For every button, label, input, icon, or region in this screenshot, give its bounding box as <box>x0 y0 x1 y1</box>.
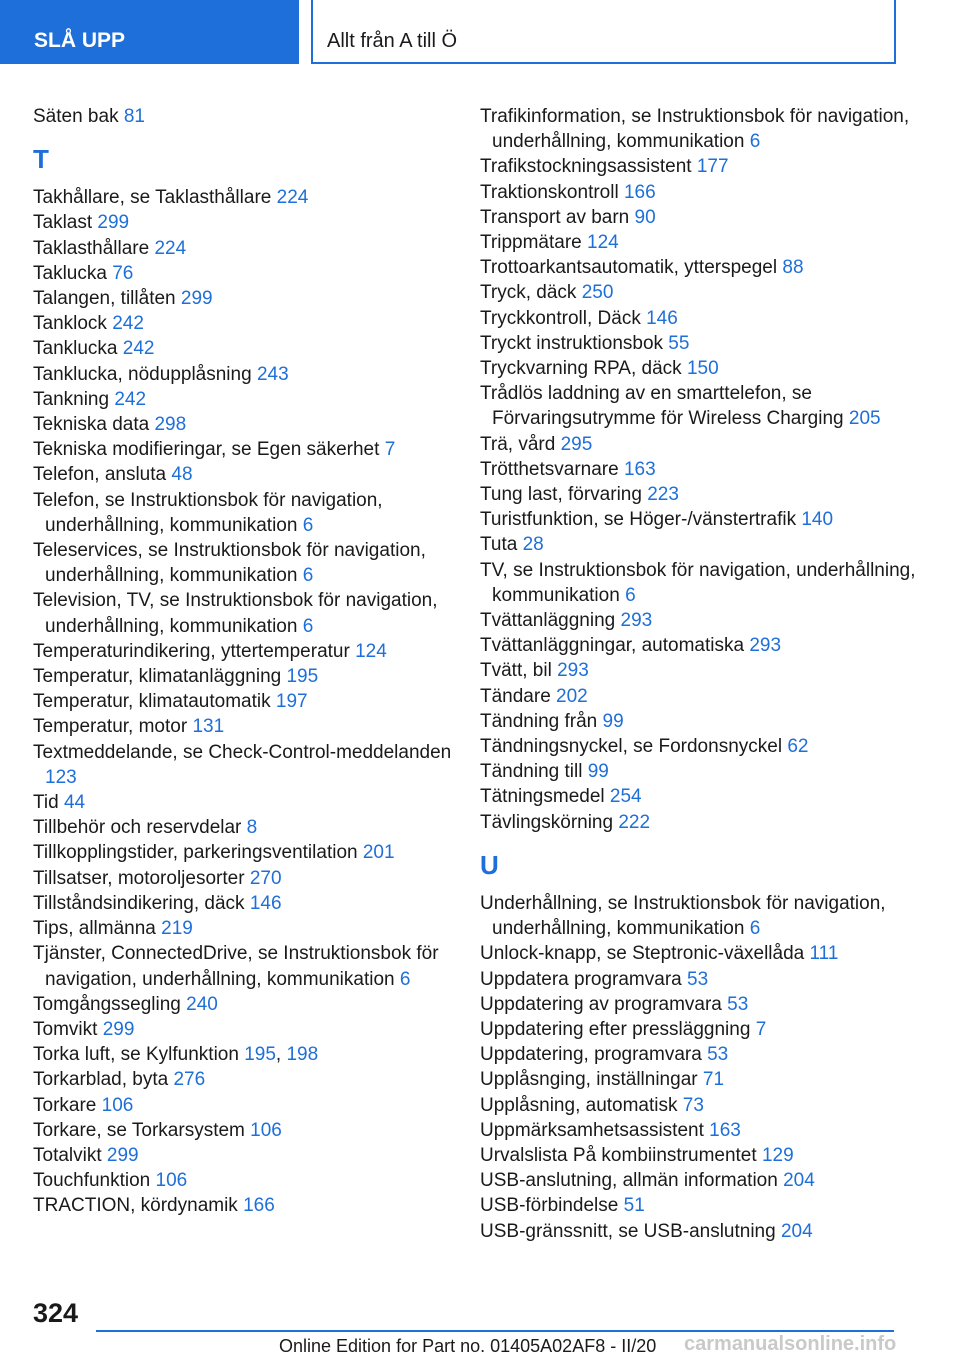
index-entry <box>480 1067 920 1092</box>
index-entry-text: Torkare, se Torkarsystem <box>33 1119 251 1141</box>
index-entry-text: Textmeddelande, se Check-Control-meddelanden <box>33 741 452 763</box>
page-link[interactable]: 6 <box>749 131 761 153</box>
index-entry-text: Telefon, se Instruktionsbok för navigation, underhållning, kommunikation <box>33 489 383 536</box>
index-entry <box>480 1193 920 1218</box>
index-entry-text: Tändning från <box>480 710 603 732</box>
index-entry-text: Tillkopplingstider, parkeringsventilation <box>33 842 363 864</box>
page-link[interactable]: 123 <box>45 766 77 788</box>
page-link[interactable]: 224 <box>276 187 309 209</box>
index-entry-text: Tvätt, bil <box>480 660 558 682</box>
index-entry <box>33 1118 453 1143</box>
index-entry-text: Tändningsnyckel, se Fordonsnyckel <box>480 736 788 758</box>
index-entry-text: TRACTION, kördynamik <box>33 1195 244 1217</box>
page-link[interactable]: 299 <box>106 1144 139 1166</box>
page-link[interactable]: 6 <box>749 918 761 940</box>
index-entry-text: Uppdatering efter pressläggning <box>480 1018 756 1040</box>
index-entry-text: USB-förbindelse <box>480 1195 624 1217</box>
page-link[interactable]: 44 <box>63 792 86 814</box>
index-entry-text: Tillbehör och reservdelar <box>33 817 247 839</box>
page-link[interactable]: 201 <box>362 842 395 864</box>
index-entry-text: Trådlös laddning av en smarttelefon, se Förvaringsutrymme för Wireless Charging <box>480 383 849 430</box>
page-link[interactable]: 140 <box>801 509 834 531</box>
index-entry <box>480 1143 920 1168</box>
index-entry-text: Tomvikt <box>33 1018 103 1040</box>
index-entry <box>33 1093 453 1118</box>
page-link[interactable]: 90 <box>634 206 656 228</box>
page-link[interactable]: 81 <box>123 106 145 127</box>
page-link[interactable]: 166 <box>623 181 656 203</box>
chapter-title: Allt från A till Ö <box>327 30 458 52</box>
index-entry-text: Torkare <box>33 1094 102 1116</box>
page-link[interactable]: 204 <box>780 1220 813 1242</box>
index-entry <box>480 967 920 992</box>
page-link[interactable]: 198 <box>286 1044 319 1066</box>
index-entry-text: Upplåsning, automatisk <box>480 1094 683 1116</box>
index-entry <box>480 457 920 482</box>
page-link[interactable]: 76 <box>112 262 134 284</box>
page-link[interactable]: 243 <box>256 363 289 385</box>
index-entry-text: Tid <box>33 792 64 814</box>
page-link[interactable]: 88 <box>782 257 804 279</box>
index-entry-text: Temperatur, klimatautomatik <box>33 691 276 713</box>
index-entry <box>480 1118 920 1143</box>
page-link[interactable]: 242 <box>122 338 155 360</box>
page-link[interactable]: 223 <box>647 484 679 506</box>
index-entry <box>33 311 453 336</box>
index-entry <box>480 1017 920 1042</box>
index-entry-text: Teleservices, se Instruktionsbok för navigation, underhållning, kommunikation <box>33 540 426 587</box>
index-column-left <box>33 104 453 1219</box>
index-entry <box>33 790 453 815</box>
index-entry-text: Uppdatering, programvara <box>480 1044 708 1066</box>
index-entry <box>480 205 920 230</box>
index-entry-text: Television, TV, se Instruktionsbok för navigation, underhållning, kommunikation <box>33 590 438 637</box>
page-link[interactable]: 299 <box>102 1018 135 1040</box>
index-entry <box>33 362 453 387</box>
page-link[interactable]: 111 <box>809 943 839 965</box>
index-entry-text: Tanklock <box>33 313 113 335</box>
page-link[interactable]: 6 <box>302 565 314 587</box>
index-entry <box>33 1143 453 1168</box>
page-link[interactable]: 202 <box>556 685 588 707</box>
index-entry <box>33 916 453 941</box>
index-entry <box>33 941 453 991</box>
index-entry-text: Turistfunktion, se Höger-/vänstertrafik <box>480 509 802 531</box>
index-entry <box>33 1168 453 1193</box>
index-entry <box>33 286 453 311</box>
page-link[interactable]: 150 <box>686 358 719 380</box>
page-link[interactable]: 106 <box>250 1119 282 1141</box>
index-entry-text: Trötthetsvarnare <box>480 458 624 480</box>
index-entry-text: Talangen, tillåten <box>33 288 181 310</box>
page-link[interactable]: 53 <box>687 968 709 990</box>
page-link[interactable]: 163 <box>709 1119 741 1141</box>
index-entry-text: Tekniska modifieringar, se Egen säkerhet <box>33 439 385 461</box>
page-link[interactable]: 131 <box>192 716 225 738</box>
index-entry-text: Temperatur, motor <box>33 716 193 738</box>
index-entry <box>33 815 453 840</box>
index-entry <box>480 507 920 532</box>
watermark: carmanualsonline.info <box>684 1333 897 1355</box>
index-entry <box>33 104 453 129</box>
index-entry <box>33 462 453 487</box>
index-entry-text: Torkarblad, byta <box>33 1069 174 1091</box>
page-link[interactable]: 51 <box>623 1195 645 1217</box>
page-link[interactable]: 124 <box>355 640 387 662</box>
page-link[interactable]: 276 <box>173 1069 206 1091</box>
page-link[interactable]: 7 <box>384 439 396 461</box>
page-link[interactable]: 222 <box>618 811 651 833</box>
index-entry-text: Upplåsnging, inställningar <box>480 1069 703 1091</box>
page-link[interactable]: 6 <box>302 615 314 637</box>
index-entry-text: Tillsatser, motoroljesorter <box>33 867 250 889</box>
page-link[interactable]: 53 <box>727 993 749 1015</box>
index-entry <box>33 891 453 916</box>
chapter-header <box>311 0 896 64</box>
page-link[interactable]: 28 <box>522 534 544 556</box>
index-entry-text: Uppmärksamhetsassistent <box>480 1119 710 1141</box>
index-entry <box>33 387 453 412</box>
index-entry-text: Trä, vård <box>480 433 561 455</box>
page-link[interactable]: 242 <box>114 388 147 410</box>
page-link[interactable]: 6 <box>302 514 314 536</box>
index-entry-text: USB-anslutning, allmän information <box>480 1170 784 1192</box>
index-entry <box>480 230 920 255</box>
index-entry <box>480 810 920 835</box>
page-link[interactable]: 195 <box>286 666 319 688</box>
index-entry <box>480 734 920 759</box>
index-entry <box>480 1168 920 1193</box>
index-column-right <box>480 104 920 1244</box>
page-link[interactable]: 71 <box>702 1069 725 1091</box>
page-link[interactable]: 8 <box>246 817 258 839</box>
index-entry-text: Taklasthållare <box>33 237 155 259</box>
section-letter: U <box>480 849 499 880</box>
index-entry-text: Tomgångssegling <box>33 993 187 1015</box>
page-link[interactable]: 106 <box>101 1094 134 1116</box>
index-entry-text: Tjänster, ConnectedDrive, se Instruktionsbok för navigation, underhållning, kommunikation <box>33 943 439 990</box>
index-entry <box>33 714 453 739</box>
page-link[interactable]: 197 <box>275 691 308 713</box>
page-link[interactable]: 146 <box>646 307 678 329</box>
index-entry <box>33 588 453 638</box>
page-link[interactable]: 99 <box>602 710 624 732</box>
index-entry-text: Tändning till <box>480 761 588 783</box>
index-entry-text: Trafikstockningsassistent <box>480 156 697 178</box>
index-entry <box>480 759 920 784</box>
index-entry-text: Temperaturindikering, yttertemperatur <box>33 640 356 662</box>
index-entry <box>33 840 453 865</box>
footer-divider <box>96 1330 894 1332</box>
index-entry <box>480 1042 920 1067</box>
page-link[interactable]: 242 <box>112 313 144 335</box>
index-entry <box>480 709 920 734</box>
index-entry-text: Taklucka <box>33 262 113 284</box>
index-entry-text: Traktionskontroll <box>480 181 624 203</box>
index-entry-text: Trafikinformation, se Instruktionsbok för navigation, underhållning, kommunikation <box>480 106 910 153</box>
index-entry-text: Tuta <box>480 534 523 556</box>
page-number: 324 <box>33 1298 79 1328</box>
page-link[interactable]: 219 <box>161 918 193 940</box>
index-entry-text: Trottoarkantsautomatik, ytterspegel <box>480 257 783 279</box>
page-link[interactable]: 293 <box>557 660 589 682</box>
index-entry-text: Tanklucka, nödupplåsning <box>33 363 257 385</box>
page-link[interactable]: 6 <box>399 968 411 990</box>
page-link[interactable]: 270 <box>249 867 282 889</box>
index-entry <box>33 336 453 361</box>
index-entry <box>33 1017 453 1042</box>
index-entry <box>480 1219 920 1244</box>
page-link[interactable]: 204 <box>783 1170 815 1192</box>
index-entry-text: Tvättanläggningar, automatiska <box>480 635 750 657</box>
index-entry-text: Torka luft, se Kylfunktion <box>33 1044 245 1066</box>
index-entry-text: Temperatur, klimatanläggning <box>33 666 287 688</box>
index-entry <box>480 280 920 305</box>
page-link[interactable]: 293 <box>749 635 782 657</box>
index-entry-text: Unlock-knapp, se Steptronic-växellåda <box>480 943 810 965</box>
index-entry: Torka luft, se Kylfunktion 195, 198 <box>33 1044 319 1066</box>
page-link[interactable]: 48 <box>171 464 193 486</box>
index-entry-text: Uppdatering av programvara <box>480 993 728 1015</box>
page-link[interactable]: 55 <box>668 332 690 354</box>
index-entry <box>33 437 453 462</box>
page-link[interactable]: 53 <box>707 1044 729 1066</box>
edition-text: Online Edition for Part no. 01405A02AF8 - II/20 <box>279 1336 657 1356</box>
index-entry-text: Underhållning, se Instruktionsbok för navigation, underhållning, kommunikation <box>480 892 886 940</box>
index-entry <box>33 185 453 210</box>
index-entry-text: Tryckkontroll, Däck <box>480 307 647 329</box>
index-entry <box>33 992 453 1017</box>
index-entry-text: Tvättanläggning <box>480 610 621 632</box>
index-entry <box>480 255 920 280</box>
page-link[interactable]: 62 <box>787 736 809 758</box>
index-entry-text: Tryckt instruktionsbok <box>480 332 669 354</box>
index-entry-text: Uppdatera programvara <box>480 968 687 990</box>
index-entry-text: Tändare <box>480 685 557 707</box>
page-link[interactable]: 299 <box>97 212 130 234</box>
index-entry-text: Totalvikt <box>33 1144 107 1166</box>
index-entry <box>480 306 920 331</box>
index-entry <box>480 784 920 809</box>
index-entry-text: Tillståndsindikering, däck <box>33 892 250 914</box>
index-entry <box>480 180 920 205</box>
page-link[interactable]: 166 <box>243 1195 275 1217</box>
index-entry-text: Urvalslista På kombiinstrumentet <box>480 1144 762 1166</box>
index-entry-text: Touchfunktion <box>33 1170 156 1192</box>
page-link[interactable]: 254 <box>609 786 642 808</box>
page-link[interactable]: 7 <box>755 1018 767 1040</box>
index-entry <box>33 689 453 714</box>
index-entry <box>480 658 920 683</box>
index-entry-text: Tävlingskörning <box>480 811 619 833</box>
page-link[interactable]: 129 <box>761 1144 794 1166</box>
index-entry <box>480 331 920 356</box>
page-link[interactable]: 240 <box>186 993 218 1015</box>
index-entry-text: Telefon, ansluta <box>33 464 172 486</box>
index-entry-text: Trippmätare <box>480 232 587 254</box>
index-entry <box>480 684 920 709</box>
index-entry <box>480 104 920 154</box>
index-entry-text: Tekniska data <box>33 414 155 436</box>
index-entry <box>33 236 453 261</box>
index-entry <box>480 532 920 557</box>
index-entry <box>480 992 920 1017</box>
section-tab[interactable] <box>0 0 299 64</box>
index-entry-text: USB-gränssnitt, se USB-anslutning <box>480 1220 781 1242</box>
index-entry <box>480 381 920 431</box>
section-tab-label: SLÅ UPP <box>34 29 126 52</box>
index-entry <box>480 608 920 633</box>
index-entry-text: TV, se Instruktionsbok för navigation, underhållning, kommunikation <box>480 559 916 606</box>
index-entry <box>33 740 453 790</box>
index-entry <box>33 1193 453 1218</box>
index-entry-text: Tanklucka <box>33 338 123 360</box>
index-entry-text: Tankning <box>33 388 115 410</box>
page-link[interactable]: 73 <box>682 1094 704 1116</box>
page-link[interactable]: 295 <box>560 433 593 455</box>
index-entry <box>33 412 453 437</box>
index-entry-text: Tung last, förvaring <box>480 484 648 506</box>
index-entry <box>33 488 453 538</box>
index-entry <box>480 482 920 507</box>
index-entry-text: Tips, allmänna <box>33 918 162 940</box>
index-entry <box>33 538 453 588</box>
index-entry <box>33 261 453 286</box>
page-link[interactable]: 299 <box>180 288 213 310</box>
page-link[interactable]: 224 <box>154 237 187 259</box>
index-entry <box>480 154 920 179</box>
index-entry <box>33 210 453 235</box>
page-link[interactable]: 124 <box>587 232 619 254</box>
index-entry-text: Taklast <box>33 212 98 234</box>
index-entry <box>480 941 920 966</box>
page-link[interactable]: 163 <box>623 458 656 480</box>
index-entry <box>480 356 920 381</box>
index-entry-text: Säten bak <box>33 106 124 127</box>
section-letter: T <box>33 144 49 175</box>
index-entry <box>480 633 920 658</box>
index-entry <box>480 891 920 941</box>
index-entry <box>33 1067 453 1092</box>
page-link[interactable]: 6 <box>625 584 636 606</box>
index-entry <box>33 866 453 891</box>
page-link[interactable]: 106 <box>155 1170 188 1192</box>
page-link[interactable]: 293 <box>620 610 653 632</box>
index-entry-text: Transport av barn <box>480 206 635 228</box>
page-link[interactable]: 250 <box>581 282 614 304</box>
index-entry <box>480 432 920 457</box>
index-entry <box>480 558 920 608</box>
page-link[interactable]: 146 <box>249 892 282 914</box>
index-entry <box>33 639 453 664</box>
page-link[interactable]: 177 <box>696 156 729 178</box>
index-entry-text: Takhållare, se Taklasthållare <box>33 187 277 209</box>
index-entry-text: Tätningsmedel <box>480 786 610 808</box>
index-entry <box>33 664 453 689</box>
index-entry <box>480 1093 920 1118</box>
page-link[interactable]: 195 <box>244 1044 276 1066</box>
page-link[interactable]: 99 <box>587 761 609 783</box>
page-link[interactable]: 205 <box>848 408 881 430</box>
index-entry-text: Tryckvarning RPA, däck <box>480 358 687 380</box>
index-entry-text: Tryck, däck <box>480 282 582 304</box>
page-link[interactable]: 298 <box>154 414 187 436</box>
